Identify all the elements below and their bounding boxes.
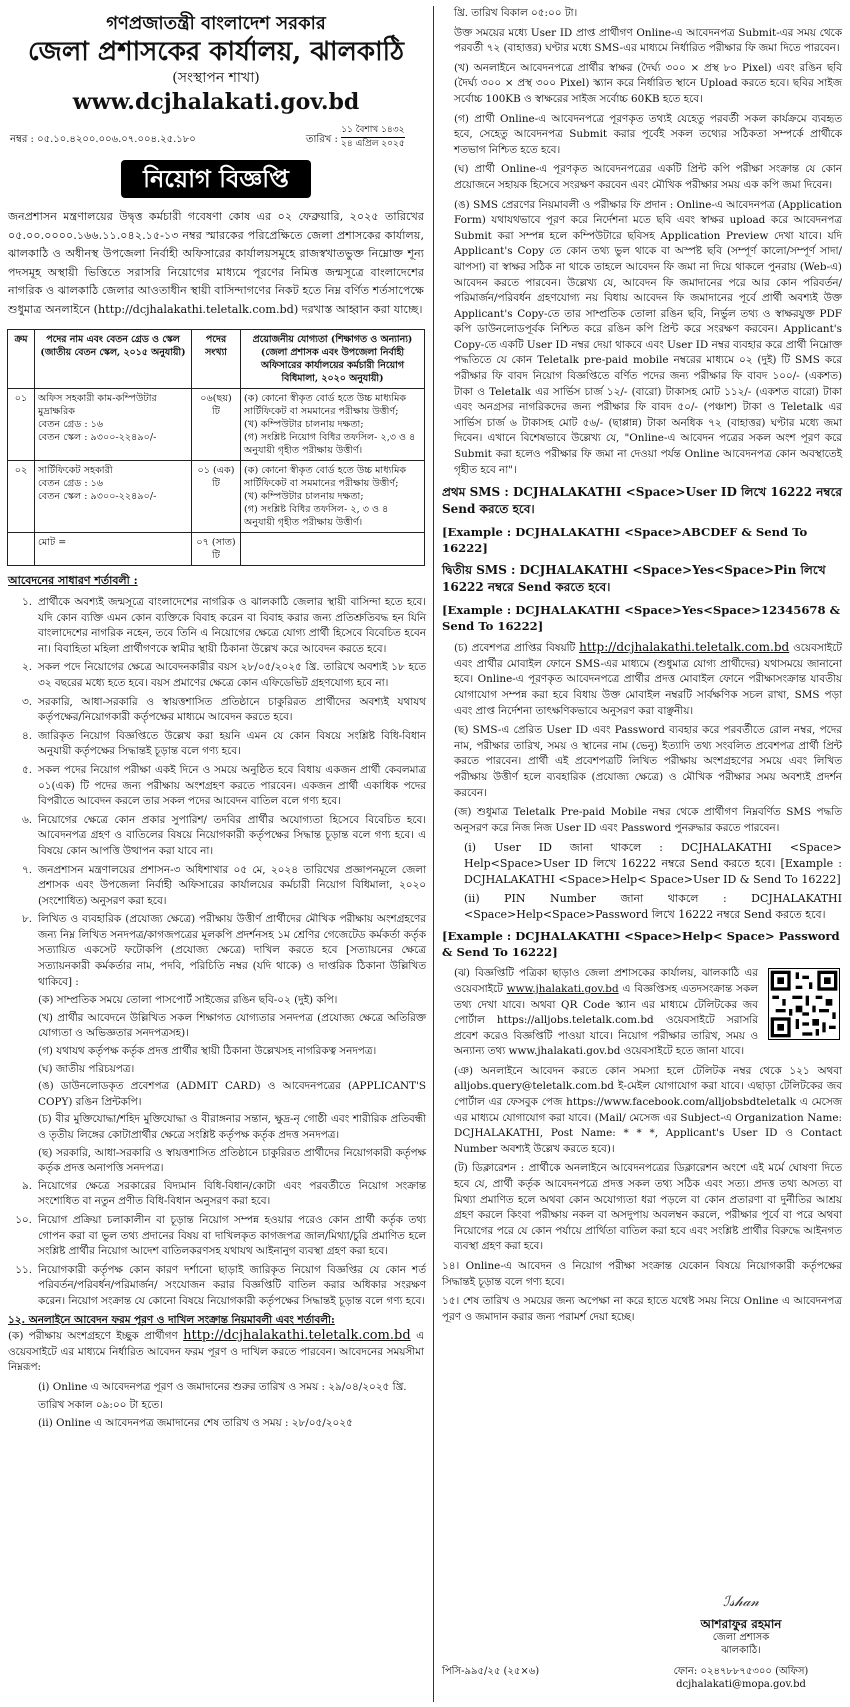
condition-text: নিয়োগের ক্ষেত্রে সরকারের বিদ্যমান বিধি-বিধান/কোটা এবং পরবর্তীতে নিয়োগ সংক্রান্ত সংশোধিত বা নতুন প্রণীত বিধি-বিধান অনুসরণ করা হবে। — [38, 1179, 426, 1208]
admit-print-rule: (ছ) SMS-এ প্রেরিত User ID এবং Password ব্যবহার করে পরবর্তীতে রোল নম্বর, পদের নাম, পরীক্ষার তারিখ, সময় ও স্থানের নাম (ভেনু) ইত্যাদি তথ্য সংবলিত প্রবেশপত্র প্রার্থী প্রিন্ট করতে পারবেন। প্রার্থী এই প্রবেশপত্রটি লিখিত পরীক্ষায় অংশগ্রহণের সময়ে এবং লিখিত পরীক্ষায় উত্তীর্ণ হলে ব্যবহারিক (প্রযোজ্য ক্ষেত্রে) ও মৌখিক পরীক্ষার সময় অবশ্যই প্রদর্শন করবেন। — [454, 724, 842, 799]
online-a-text-2: এ ওয়েবসাইটে এর মাধ্যমে নির্ধারিত আবেদন ফরম পূরণ ও দাখিল করতে পারবেন। আবেদনের সময়সীমা নিম্নরূপ: — [8, 1330, 424, 1374]
row-serial: ০২ — [8, 461, 35, 533]
condition-text: নিয়োগকারী কর্তৃপক্ষ কোন কারণ দর্শানো ছাড়াই জারিকৃত নিয়োগ বিজ্ঞপ্তির যে কোন শর্ত পরিবর্তন/পরিবর্ধন/পরিমার্জন/ সংযোজন করার বিজ্ঞপ্তিটি বাতিল করার অধিকার সংরক্ষণ করেন। নিয়োগ সংক্রান্ত যে কোনো বিষয়ে নিয়োগকারী কর্তৃপক্ষের সিদ্ধান্তই চূড়ান্ত বলে গণ্য হবে। — [38, 1263, 426, 1307]
row-serial: ০১ — [8, 389, 35, 461]
condition-number: ৬. — [21, 813, 32, 826]
condition-item — [6, 660, 426, 691]
website-header[interactable]: www.dcjhalakati.gov.bd — [72, 89, 360, 115]
row-post: অফিস সহকারী কাম-কম্পিউটার মুদ্রাক্ষরিক বেতন গ্রেড : ১৬ বেতন স্কেল : ৯৩০০-২২৪৯০/- — [35, 389, 192, 461]
branch-name: (সংস্থাপন শাখা) — [172, 70, 260, 86]
total-count: ০৭ (সাত) টি — [192, 533, 241, 566]
rule-15: ১৫। শেষ তারিখ ও সময়ের জন্য অপেক্ষা না করে হাতে যথেষ্ট সময় নিয়ে Online এ আবেদনপত্র পূরণ ও জমাদান করার জন্য পরামর্শ দেয়া হচ্ছে। — [442, 1295, 842, 1323]
right-column — [440, 6, 844, 1690]
documents-list — [6, 993, 426, 1177]
condition-text: সকল পদে নিয়োগের ক্ষেত্রে আবেদনকারীর বয়স ২৮/০৫/২০২৫ খ্রি. তারিখে অবশ্যই ১৮ হতে ৩২ বছরের মধ্যে হতে হবে। বয়স প্রমাণের ক্ষেত্রে কোন এফিডেভিট গ্রহণযোগ্য হবে না। — [38, 661, 426, 689]
online-title: ১২. অনলাইনে আবেদন ফরম পূরণ ও দাখিল সংক্রান্ত নিয়মাবলী এবং শর্তাবলী: — [8, 1313, 335, 1326]
recovery-example: [Example : DCJHALAKATHI <Space>Help< Space> Password & Send To 16222] — [442, 929, 840, 960]
condition-item — [6, 1213, 426, 1260]
office-name: জেলা প্রশাসকের কার্যালয়, ঝালকাঠি — [28, 37, 404, 67]
second-sms-example: [Example : DCJHALAKATHI <Space>Yes<Space>12345678 & Send To 16222] — [442, 603, 841, 634]
letterhead — [6, 12, 426, 116]
condition-item — [6, 695, 426, 726]
table-row — [8, 461, 425, 533]
condition-item — [6, 729, 426, 760]
intro-paragraph: জনপ্রশাসন মন্ত্রণালয়ের উদ্বৃত্ত কর্মচারী গবেষণা কোষ এর ০২ ফেব্রুয়ারি, ২০২৫ তারিখের ০৫.০০.০০০০.১৬৬.১১.০৪২.১৫-১৩ নম্বর স্মারকের পরিপ্রেক্ষিতে জেলা প্রশাসকের কার্যালয়, ঝালকাঠি ও অধীনস্থ উপজেলা নির্বাহী অফিসারের কার্যালয়সমূহে রাজস্বখাতভুক্ত নিম্নোক্ত শূন্য পদসমূহ অস্থায়ী ভিত্তিতে সরাসরি নিয়োগের মাধ্যমে পূরণের নিমিত্ত জন্মসূত্রে বাংলাদেশের নাগরিক ও ঝালকাঠি জেলার আওতাধীন স্থায়ী বাসিন্দাগণের নিকট হতে নিম্ন বর্ণিত শর্তসাপেক্ষে শুধুমাত্র অনলাইনে (http://dcjhalakathi.teletalk.com.bd) দরখাস্ত আহ্বান করা যাচ্ছে। — [8, 210, 424, 316]
apply-link[interactable]: http://dcjhalakathi.teletalk.com.bd — [183, 1328, 411, 1344]
row-requirement: (ক) কোনো স্বীকৃত বোর্ড হতে উচ্চ মাধ্যমিক সার্টিফিকেট বা সমমানের পরীক্ষায় উত্তীর্ণ; (খ) কম্পিউটার চালনায় দক্ষতা; (গ) সংশ্লিষ্ট বিধির তফসিল- ২, ৩ ও ৪ অনুযায়ী গৃহীত পরীক্ষায় উত্তীর্ণ। — [241, 461, 425, 533]
table-row — [8, 389, 425, 461]
signatory-place: ঝালকাঠি। — [721, 1645, 761, 1656]
first-sms-example: [Example : DCJHALAKATHI <Space>ABCDEF & Send To 16222] — [442, 525, 808, 556]
condition-text: জারিকৃত নিয়োগ বিজ্ঞপ্তিতে উল্লেখ করা হয়নি এমন যে কোন বিষয়ে সংশ্লিষ্ট বিধি-বিধান অনুযায়ী কর্তৃপক্ষের সিদ্ধান্তই চূড়ান্ত বলে গণ্য হবে। — [38, 729, 426, 758]
signatory-phone: ফোন: ০২৪৭৮৮৭৫৩০০ (অফিস) — [673, 1666, 809, 1677]
condition-text: নিয়োগ প্রক্রিয়া চলাকালীন বা চূড়ান্ত নিয়োগ সম্পন্ন হওয়ার পরেও কোন প্রার্থী কর্তৃক তথ্য গোপন করা বা ভুল তথ্য প্রদানের বিষয় বা দাখিলকৃত কাগজপত্র জাল/মিথ্যা/চুরি প্রমাণিত হলে সংশ্লিষ্ট প্রার্থীর নিয়োগ আদেশ বাতিলকরণসহ যথাযথ আইনানুগ ব্যবস্থা গ্রহণ করা হবে। — [38, 1213, 426, 1258]
recovery-userid: (i) User ID জানা থাকলে : DCJHALAKATHI <Space> Help<Space>User ID লিখে 16222 নম্বরে Send করতে হবে। [Example : DCJHALAKATHI <Space>Help< Space>User ID & Send To 16222] — [464, 841, 842, 886]
table-header: প্রয়োজনীয় যোগ্যতা (শিক্ষাগত ও অন্যান্য) (জেলা প্রশাসক এবং উপজেলা নির্বাহী অফিসারের কার্যালয়ের কর্মচারী নিয়োগ বিধিমালা, ২০২০ অনুযায়ী) — [241, 330, 425, 389]
posts-table — [7, 329, 425, 566]
condition-number: ৯. — [21, 1179, 32, 1192]
recovery-rule: (জ) শুধুমাত্র Teletalk Pre-paid Mobile নম্বর থেকে প্রার্থীগণ নিম্নবর্ণিত SMS পদ্ধতি অনুসরণ করে নিজ নিজ User ID এবং Password পুনরুদ্ধার করতে পারবেন। — [454, 806, 842, 834]
row-requirement: (ক) কোনো স্বীকৃত বোর্ড হতে উচ্চ মাধ্যমিক সার্টিফিকেট বা সমমানের পরীক্ষায় উত্তীর্ণ; (খ) কম্পিউটার চালনায় দক্ষতা; (গ) সংশ্লিষ্ট নিয়োগ বিধির তফসিল- ২,৩ ও ৪ অনুযায়ী গৃহীত পরীক্ষায় উত্তীর্ণ। — [241, 389, 425, 461]
footer-code: পিসি-৯৯৫/২৫ (২৫×৬) — [442, 1666, 540, 1677]
document-item: (ছ) সরকারি, আধা-সরকারি ও স্বায়ত্তশাসিত প্রতিষ্ঠানে চাকুরিরত প্রার্থীদের নিয়োগকারী কর্তৃপক্ষ কর্তৃক প্রদত্ত অনাপত্তি সনদপত্র। — [38, 1146, 426, 1175]
conditions-list — [6, 595, 426, 990]
conditions-title: আবেদনের সাধারণ শর্তাবলী : — [8, 574, 138, 587]
date-english: ২৪ এপ্রিল ২০২৫ — [341, 139, 405, 149]
condition-text: জনপ্রশাসন মন্ত্রণালয়ের প্রশাসন-৩ অধিশাখার ০৫ মে, ২০২৪ তারিখের প্রজ্ঞাপনমূলে জেলা প্রশাসক এবং উপজেলা নির্বাহী অফিসারের কার্যালয়ের কর্মচারী নিয়োগ বিধিমালা, ২০২০ (সংশোধিত) অনুসরণ করা হবে। — [38, 863, 426, 907]
info-rule: (গ) প্রার্থী Online-এ আবেদনপত্রে পূরণকৃত তথ্যই যেহেতু পরবর্তী সকল কার্যক্রমে ব্যবহৃত হবে, সেহেতু আবেদনপত্র Submit করার পূর্বেই সকল তথ্যের সঠিকতা সম্পর্কে প্রার্থীকে শতভাগ নিশ্চিত হতে হবে। — [454, 112, 842, 156]
recovery-pin: (ii) PIN Number জানা থাকলে : DCJHALAKATHI <Space>Help<Space>Password লিখে 16222 নম্বরে Send করতে হবে। — [464, 892, 842, 921]
jhalakati-link[interactable]: www.jhalakati.gov.bd — [506, 982, 619, 995]
condition-number: ৪. — [21, 729, 32, 742]
total-label: মোট = — [35, 533, 192, 566]
online-section — [8, 1313, 424, 1376]
memo-number: নম্বর : ০৫.১০.৪২০০.০০৬.০৭.০০৪.২৫.১৮০ — [10, 134, 196, 145]
column-divider — [433, 6, 434, 1702]
condition-text: প্রার্থীকে অবশ্যই জন্মসূত্রে বাংলাদেশের নাগরিক ও ঝালকাঠি জেলার স্থায়ী বাসিন্দা হতে হবে। যদি কোন ব্যক্তি এমন কোন ব্যক্তিকে বিবাহ করেন বা বিবাহ করার জন্য প্রতিশ্রুতিবদ্ধ হন যিনি বাংলাদেশের নাগরিক নহেন, তবে তিনি এ নিয়োগের ক্ষেত্রে যোগ্য প্রার্থী হিসেবে বিবেচিত হবেন না। বিবাহিতা মহিলা প্রার্থীগণকে স্বামীর স্থায়ী ঠিকানা উল্লেখ করে আবেদন করতে হবে। — [38, 596, 426, 655]
online-a — [8, 1328, 424, 1376]
condition-item — [6, 1179, 426, 1210]
left-column — [6, 6, 426, 1432]
document-item: (গ) যথাযথ কর্তৃপক্ষ কর্তৃক প্রদত্ত প্রার্থীর স্থায়ী ঠিকানা উল্লেখসহ নাগরিকত্ব সনদপত্র। — [38, 1045, 377, 1058]
fee-window: উক্ত সময়ের মধ্যে User ID প্রাপ্ত প্রার্থীগণ Online-এ আবেদনপত্র Submit-এর সময় থেকে পরবর্তী ৭২ (বাহাত্তর) ঘণ্টার মধ্যে SMS-এর মাধ্যমে নির্ধারিত পরীক্ষার ফি জমা দিতে পারবেন। — [454, 26, 842, 55]
table-header: পদের নাম এবং বেতন গ্রেড ও স্কেল (জাতীয় বেতন স্কেল, ২০১৫ অনুযায়ী) — [35, 330, 192, 389]
document-item: (ক) সাম্প্রতিক সময়ে তোলা পাসপোর্ট সাইজের রঙিন ছবি-০২ (দুই) কপি। — [38, 994, 338, 1007]
admit-text-2: ওয়েবসাইটে এবং প্রার্থীর মোবাইল ফোনে SMS-এর মাধ্যমে (শুধুমাত্র যোগ্য প্রার্থীদের) যথাসময়ে জানানো হবে। Online-এ পূরণকৃত আবেদনপত্রে প্রার্থীর প্রদত্ত মোবাইল ফোনে পরীক্ষাসংক্রান্ত যাবতীয় যোগাযোগ সম্পন্ন করা হবে বিধায় উক্ত মোবাইল নম্বরটি সার্বক্ষণিক সচল রাখা, SMS পড়া এবং প্রাপ্ত নির্দেশনা তাৎক্ষণিকভাবে অনুসরণ করা বাঞ্ছনীয়। — [454, 642, 842, 717]
row-count: ০১ (এক) টি — [192, 461, 241, 533]
condition-item — [6, 863, 426, 910]
admit-card-rule — [442, 640, 842, 719]
table-header: পদের সংখ্যা — [192, 330, 241, 389]
condition-number: ৩. — [21, 695, 32, 708]
rule-14: ১৪। Online-এ আবেদন ও নিয়োগ পরীক্ষা সংক্রান্ত যেকোন বিষয়ে নিয়োগকারী কর্তৃপক্ষের সিদ্ধান্তই চূড়ান্ত বলে গণ্য হবে। — [442, 1260, 842, 1288]
table-header: ক্রম — [8, 330, 35, 389]
condition-number: ৭. — [21, 863, 32, 876]
conditions-list-2 — [6, 1179, 426, 1310]
admit-text: (চ) প্রবেশপত্র প্রাপ্তির বিষয়টি — [454, 642, 576, 655]
end-date: (ii) Online এ আবেদনপত্র জমাদানের শেষ তারিখ ও সময় : ২৮/০৫/২০২৫ — [38, 1416, 353, 1429]
condition-number: ১০. — [15, 1213, 32, 1226]
first-sms: প্রথম SMS : DCJHALAKATHI <Space>User ID লিখে 16222 নম্বরে Send করতে হবে। — [442, 485, 842, 517]
application-dates — [6, 1378, 426, 1432]
teletalk-link[interactable]: http://dcjhalakathi.teletalk.com.bd — [579, 640, 790, 655]
support-rule: (ঞ) অনলাইনে আবেদন করতে কোন সমস্যা হলে টেলিটক নম্বর থেকে ১২১ অথবা alljobs.query@teletalk.com.bd ই-মেইল যোগাযোগ করা যাবে। এছাড়া টেলিটকের জব পোর্টাল এর ফেসবুক পেজ https://www.facebook.com/alljobsbdteletalk এ মেসেজ এর মাধ্যমে যোগাযোগ করা যাবে। (Mail/ মেসেজ এর Subject-এ Organization Name: DCJHALAKATHI, Post Name: * * *, Applicant's User ID ও Contact Number অবশ্যই উল্লেখ করতে হবে)। — [454, 1064, 842, 1155]
condition-number: ১১. — [15, 1263, 32, 1276]
condition-item — [6, 595, 426, 657]
photo-rule: (খ) অনলাইনে আবেদনপত্রে প্রার্থীর স্বাক্ষর (দৈর্ঘ্য ৩০০ × প্রস্থ ৮০ Pixel) এবং রঙিন ছবি (দৈর্ঘ্য ৩০০ × প্রস্থ ৩০০ Pixel) স্ক্যান করে নির্ধারিত স্থানে Upload করতে হবে। ছবির সাইজ সর্বোচ্চ 100KB ও স্বাক্ষরের সাইজ সর্বোচ্চ 60KB হতে হবে। — [454, 61, 842, 105]
memo-line — [6, 122, 426, 156]
sms-rules: (ঙ) SMS প্রেরণের নিয়মাবলী ও পরীক্ষার ফি প্রদান : Online-এ আবেদনপত্র (Application Form) যথাযথভাবে পূরণ করে নির্দেশনা মতে ছবি এবং স্বাক্ষর upload করে আবেদনপত্র Submit করা সম্পন্ন হলে কম্পিউটারে ছবিসহ Application Preview দেখা যাবে। যদি Applicant's Copy তে কোন তথ্য ভুল থাকে বা অস্পষ্ট ছবি (সম্পূর্ণ কালো/সম্পূর্ণ সাদা/ঝাপসা) বা স্বাক্ষর সঠিক না থাকে তাহলে আবেদন ফি জমা না দিয়ে থাকলে পুনরায় (Web-এ) আবেদন করতে পারবেন। উল্লেখ্য যে, আবেদন ফি জমাদানের পরে আর কোন পরিবর্তন/পরিমার্জন/পরিবর্ধন গ্রহণযোগ্য নয় বিধায় আবেদন ফি জমাদানের পূর্বে প্রার্থী অবশ্যই উক্ত Applicant's Copy-তে তার সাম্প্রতিক তোলা রঙিন ছবি, নির্ভুল তথ্য ও স্বাক্ষরযুক্ত PDF কপি ডাউনলোডপূর্বক নিশ্চিত করে রঙিন কপি প্রিন্ট করে সংরক্ষণ করবেন। Applicant's Copy-তে একটি User ID নম্বর দেয়া থাকবে এবং User ID নম্বর ব্যবহার করে প্রার্থী নিম্নোক্ত পদ্ধতিতে যে কোন Teletalk pre-paid mobile নম্বরের মাধ্যমে ০২ (দুই) টি SMS করে পরীক্ষার ফি বাবদ নিয়োগ বিজ্ঞপ্তিতে বর্ণিত পদের জন্য পরীক্ষার ফি বাবদ ১০০/- (একশত) টাকা ও Teletalk এর সার্ভিস চার্জ ১২/- (বারো) টাকাসহ মোট ১১২/- (একশত বারো) টাকা এবং অনগ্রসর নাগরিকদের জন্য পরীক্ষার ফি বাবদ ৫০/- (পঞ্চাশ) টাকা ও Teletalk এর সার্ভিস চার্জ ৬ টাকাসহ মোট ৫৬/- (ছাপ্পান্ন) টাকা অনধিক ৭২ (বাহাত্তর) ঘণ্টার মধ্যে জমা দিবেন। এখানে বিশেষভাবে উল্লেখ্য যে, "Online-এ আবেদন পত্রের সকল অংশ পূরণ করে Submit করা হলেও পরীক্ষার ফি জমা না দেওয়া পর্যন্ত Online আবেদনপত্র কোন অবস্থাতেই গৃহীত হবে না"। — [454, 198, 842, 476]
start-date: (i) Online এ আবেদনপত্র পূরণ ও জমাদানের শুরুর তারিখ ও সময় : ২৯/০৪/২০২৫ খ্রি. তারিখ সকাল ০৯:০০ টা হতে। — [38, 1380, 407, 1411]
notice-page — [6, 6, 844, 1702]
signature-mark: ℐ𝓈𝒽𝒶𝓃 — [722, 1594, 760, 1610]
condition-text: সরকারি, আধা-সরকারি ও স্বায়ত্তশাসিত প্রতিষ্ঠানে চাকুরিরত প্রার্থীদের অবশ্যই যথাযথ কর্তৃপক্ষের/নিয়োগকারী কর্তৃপক্ষের মাধ্যমে আবেদন করতে হবে। — [38, 695, 426, 724]
signature-block — [656, 1596, 826, 1691]
signatory-designation: জেলা প্রশাসক — [712, 1632, 770, 1643]
condition-item — [6, 1263, 426, 1310]
website-text: (ঝ) বিজ্ঞপ্তিটি পত্রিকা ছাড়াও জেলা প্রশাসকের কার্যালয়, ঝালকাঠি এর ওয়েবসাইটে — [454, 967, 758, 995]
condition-item — [6, 912, 426, 990]
condition-text: সকল পদের নিয়োগ পরীক্ষা একই দিনে ও সময়ে অনুষ্ঠিত হবে বিধায় একজন প্রার্থী কেবলমাত্র ০১(এক) টি পদের জন্য পরীক্ষায় অংশগ্রহণ করতে পারবেন। একজন প্রার্থী একাধিক পদের বিপরীতে আবেদন করলে তার সকল পদের আবেদন বাতিল বলে গণ্য হবে। — [38, 763, 426, 808]
condition-item — [6, 813, 426, 860]
document-item: (ঘ) জাতীয় পরিচয়পত্র। — [38, 1062, 135, 1075]
condition-number: ১. — [21, 596, 32, 608]
row-count: ০৬(ছয়) টি — [192, 389, 241, 461]
document-item: (খ) প্রার্থীর আবেদনে উল্লিখিত সকল শিক্ষাগত যোগ্যতার সনদপত্র (প্রযোজ্য ক্ষেত্রে অতিরিক্ত যোগ্যতা ও অভিজ্ঞতার সনদপত্রসহ)। — [38, 1011, 426, 1040]
condition-text: নিয়োগের ক্ষেত্রে কোন প্রকার সুপারিশ/ তদবির প্রার্থীর অযোগ্যতা হিসেবে বিবেচিত হবে। আবেদনপত্র গ্রহণ ও বাতিলের বিষয়ে নিয়োগকারী কর্তৃপক্ষের সিদ্ধান্ত চূড়ান্ত বলে গণ্য হবে। এ বিষয়ে কোন আপত্তি উত্থাপন করা যাবে না। — [38, 813, 426, 857]
table-total-row — [8, 533, 425, 566]
condition-number: ৮. — [21, 913, 32, 926]
date-label: তারিখ : — [306, 134, 338, 145]
date-values — [341, 124, 405, 151]
website-text-2: এ বিজ্ঞপ্তিসহ এতদসংক্রান্ত সকল তথ্য দেখা যাবে। অথবা QR Code স্ক্যান এর মাধ্যমে টেলিটকের জব পোর্টাল https://alljobs.teletalk.com.bd ওয়েবসাইটে সরাসরি প্রবেশ করেও বিজ্ঞপ্তিটি পাওয়া যাবে। নিয়োগ পরীক্ষার তারিখ, সময় ও অন্যান্য তথ্য www.jhalakati.gov.bd ওয়েবসাইটে হতে জানা যাবে। — [454, 982, 758, 1058]
second-sms: দ্বিতীয় SMS : DCJHALAKATHI <Space>Yes<Space>Pin লিখে 16222 নম্বরে Send করতে হবে। — [442, 563, 826, 595]
condition-number: ৫. — [21, 763, 32, 776]
document-item: (ঙ) ডাউনলোডকৃত প্রবেশপত্র (ADMIT CARD) ও আবেদনপত্রের (APPLICANT'S COPY) রঙিন প্রিন্টকপি। — [38, 1080, 426, 1108]
end-time: খ্রি. তারিখ বিকাল ০৫:০০ টা। — [454, 7, 578, 19]
online-a-text: (ক) পরীক্ষায় অংশগ্রহণে ইচ্ছুক প্রার্থীগণ — [8, 1330, 178, 1343]
notice-title: নিয়োগ বিজ্ঞপ্তি — [121, 160, 311, 198]
signatory-email[interactable]: dcjhalakati@mopa.gov.bd — [676, 1679, 806, 1690]
government-name: গণপ্রজাতন্ত্রী বাংলাদেশ সরকার — [106, 13, 326, 34]
qr-code-icon[interactable] — [768, 968, 840, 1040]
row-post: সার্টিফিকেট সহকারী বেতন গ্রেড : ১৬ বেতন স্কেল : ৯৩০০-২২৪৯০/- — [35, 461, 192, 533]
date-bangla: ১১ বৈশাখ ১৪৩২ — [341, 124, 405, 138]
condition-text: লিখিত ও ব্যবহারিক (প্রযোজ্য ক্ষেত্রে) পরীক্ষায় উত্তীর্ণ প্রার্থীদের মৌখিক পরীক্ষায় অংশগ্রহণের জন্য নিম্ন লিখিত সনদপত্র/কাগজপত্রের মূলকপি প্রদর্শনসহ ১ম শ্রেণির গেজেটেড কর্মকর্তা কর্তৃক সত্যায়িত একসেট ফটোকপি (প্রযোজ্য ক্ষেত্রে) দাখিল করতে হবে [সত্যায়নের ক্ষেত্রে সত্যায়নকারী কর্মকর্তার নাম, পদবি, পরিচিতি নম্বর (যদি থাকে) ও দাপ্তরিক ঠিকানা উল্লিখিত থাকিবে] : — [38, 913, 426, 988]
condition-item — [6, 763, 426, 810]
declaration-rule: (ট) ডিক্লারেশন : প্রার্থীকে অনলাইনে আবেদনপত্রের ডিক্লারেশন অংশে এই মর্মে ঘোষণা দিতে হবে যে, প্রার্থী কর্তৃক আবেদনপত্রে প্রদত্ত সকল তথ্য সঠিক এবং সত্য। প্রদত্ত তথ্য অসত্য বা মিথ্যা প্রমাণিত হলে অথবা কোন অযোগ্যতা ধরা পড়লে বা কোন প্রতারণা বা দুর্নীতির আশ্রয় গ্রহণ করলে কিংবা পরীক্ষায় নকল বা অসদুপায় অবলম্বন করলে, পরীক্ষার পূর্বে বা পরে অথবা নিয়োগের পরে যে কোন পর্যায়ে প্রার্থিতা বাতিল করা হবে এবং সংশ্লিষ্ট প্রার্থীর বিরুদ্ধে আইনগত ব্যবস্থা গ্রহণ করা হবে। — [454, 1162, 842, 1253]
condition-number: ২. — [21, 661, 32, 674]
print-rule: (ঘ) প্রার্থী Online-এ পূরণকৃত আবেদনপত্রের একটি প্রিন্ট কপি পরীক্ষা সংক্রান্ত যে কোন প্রয়োজনে সহায়ক হিসেবে সংরক্ষণ করবেন এবং মৌখিক পরীক্ষার সময় এক কপি জমা দিবেন। — [454, 163, 842, 191]
website-section — [440, 966, 844, 1060]
signatory-name: আশরাফুর রহমান — [700, 1617, 782, 1631]
document-item: (চ) বীর মুক্তিযোদ্ধা/শহিদ মুক্তিযোদ্ধা ও বীরাঙ্গনার সন্তান, ক্ষুদ্র-নৃ গোষ্ঠী এবং শারীরিক প্রতিবন্ধী ও তৃতীয় লিঙ্গের কোটাপ্রার্থীর ক্ষেত্রে সংশ্লিষ্ট কর্তৃপক্ষ কর্তৃক প্রদত্ত সনদপত্র। — [38, 1113, 426, 1141]
